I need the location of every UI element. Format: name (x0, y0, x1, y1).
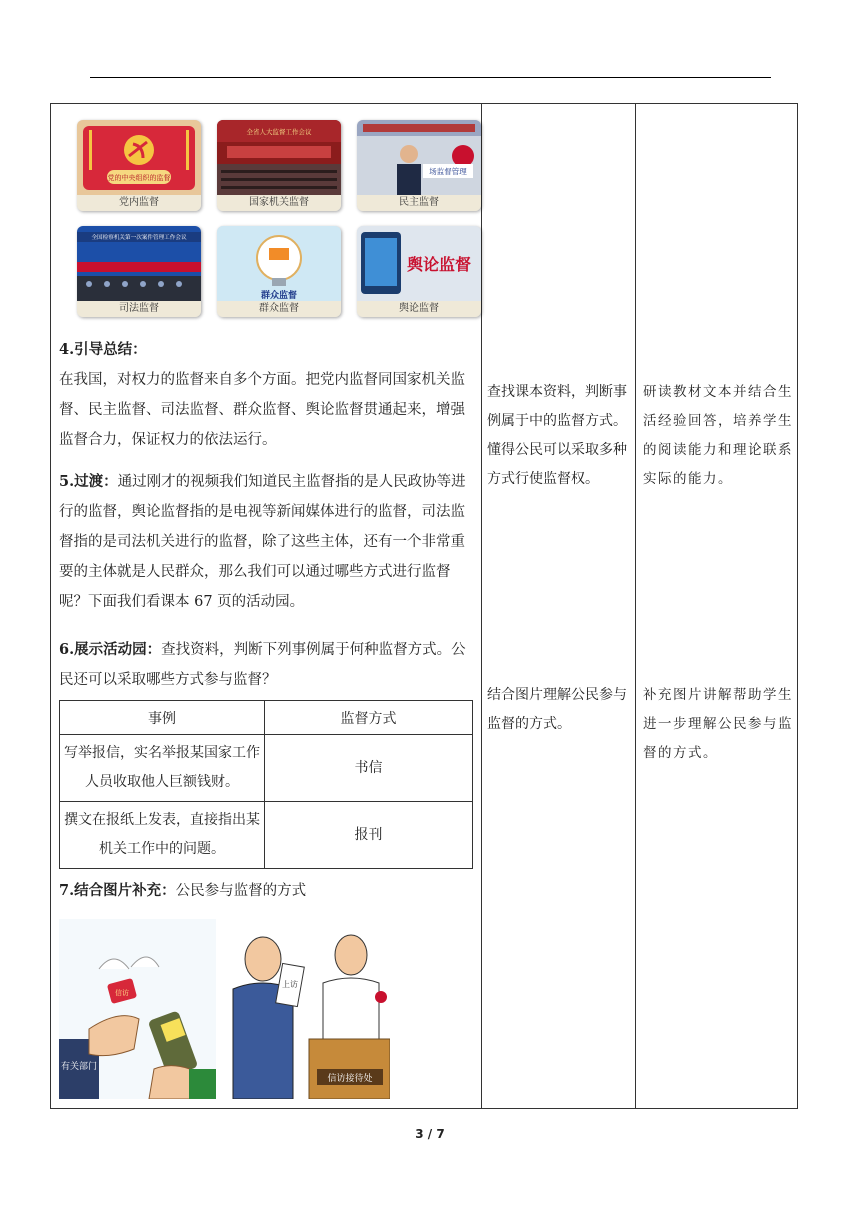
tile-inner-text: 全省人大监督工作会议 (246, 128, 312, 136)
section-7-body: 公民参与监督的方式 (175, 883, 307, 899)
table-cell-method: 书信 (265, 735, 473, 802)
table-row (60, 802, 473, 869)
cartoon-petition-image (223, 919, 390, 1099)
section-5-body: 通过刚才的视频我们知道民主监督指的是人民政协等进行的监督，舆论监督指的是电视等新闻媒体进行的监督，司法监督指的是司法机关进行的监督，除了这些主体，还有一个非常重要的主体就是人民群众，那么我们可以通过哪些方式进行监督呢？下面我们看课本 67 页的活动园。 (59, 474, 466, 610)
design-intent-b: 补充图片讲解帮助学生进一步理解公民参与监督的方式。 (643, 687, 793, 761)
section-6-body: 查找资料，判断下列事例属于何种监督方式。公民还可以采取哪些方式参与监督？ (59, 642, 466, 688)
tile-inner-text: 舆论监督 (406, 255, 472, 274)
table-row (60, 735, 473, 802)
activity-table (59, 700, 473, 869)
tile-caption: 党内监督 (77, 195, 201, 211)
tile-mass-supervision (217, 226, 341, 317)
lesson-table (50, 103, 798, 1109)
section-4 (59, 335, 479, 455)
student-activity-b: 结合图片理解公民参与监督的方式。 (487, 687, 627, 732)
section-4-title: 4.引导总结： (59, 341, 147, 358)
page-number: 3 / 7 (415, 1127, 445, 1141)
tile-inner-text: 全国检察机关第一次案件管理工作会议 (91, 235, 187, 241)
tile-caption: 国家机关监督 (217, 195, 341, 211)
student-activity-a: 查找课本资料，判断事例属于中的监督方式。懂得公民可以采取多种方式行使监督权。 (487, 384, 627, 487)
petition-paper-text: 上访 (282, 980, 298, 989)
tile-party-supervision (77, 120, 201, 211)
table-header-row (60, 701, 473, 735)
table-header-example: 事例 (60, 701, 265, 735)
section-6 (59, 635, 479, 695)
table-cell-method: 报刊 (265, 802, 473, 869)
tile-inner-text: 群众监督 (260, 291, 298, 301)
conference-hall-image (217, 120, 341, 196)
section-7 (59, 876, 479, 906)
cartoon-sign-text: 有关部门 (60, 1062, 98, 1072)
envelope-text: 信访 (115, 989, 129, 997)
tile-democratic-supervision (357, 120, 481, 211)
table-header-method: 监督方式 (265, 701, 473, 735)
section-5-title: 5.过渡： (59, 473, 118, 490)
table-cell-example: 写举报信，实名举报某国家工作人员收取他人巨额钱财。 (60, 735, 265, 802)
tile-public-opinion-supervision (357, 226, 481, 317)
section-6-title: 6.展示活动园： (59, 641, 162, 658)
tile-caption: 群众监督 (217, 301, 341, 317)
tile-inner-text: 场监督管理 (429, 167, 467, 176)
tile-caption: 民主监督 (357, 195, 481, 211)
reception-sign-text: 信访接待处 (327, 1074, 373, 1084)
tile-inner-text: 党的中央组织的监督 (107, 174, 171, 182)
tile-caption: 舆论监督 (357, 301, 481, 317)
media-screen-image (357, 226, 481, 302)
column-divider-2 (635, 104, 636, 1108)
tile-state-organ-supervision (217, 120, 341, 211)
section-5 (59, 467, 479, 617)
cartoon-report-image (59, 919, 216, 1099)
section-4-body: 在我国，对权力的监督来自多个方面。把党内监督同国家机关监督、民主监督、司法监督、群众监督、舆论监督贯通起来，增强监督合力，保证权力的依法运行。 (59, 372, 465, 448)
design-intent-a: 研读教材文本并结合生活经验回答，培养学生的阅读能力和理论联系实际的能力。 (643, 384, 793, 487)
tile-judicial-supervision (77, 226, 201, 317)
table-cell-example: 撰文在报纸上发表，直接指出某机关工作中的问题。 (60, 802, 265, 869)
header-rule (90, 77, 771, 78)
party-emblem-image (77, 120, 201, 196)
tile-caption: 司法监督 (77, 301, 201, 317)
column-divider-1 (481, 104, 482, 1108)
lightbulb-image (217, 226, 341, 302)
section-7-title: 7.结合图片补充： (59, 882, 176, 899)
speaker-podium-image (357, 120, 481, 196)
procuratorate-meeting-image (77, 226, 201, 302)
